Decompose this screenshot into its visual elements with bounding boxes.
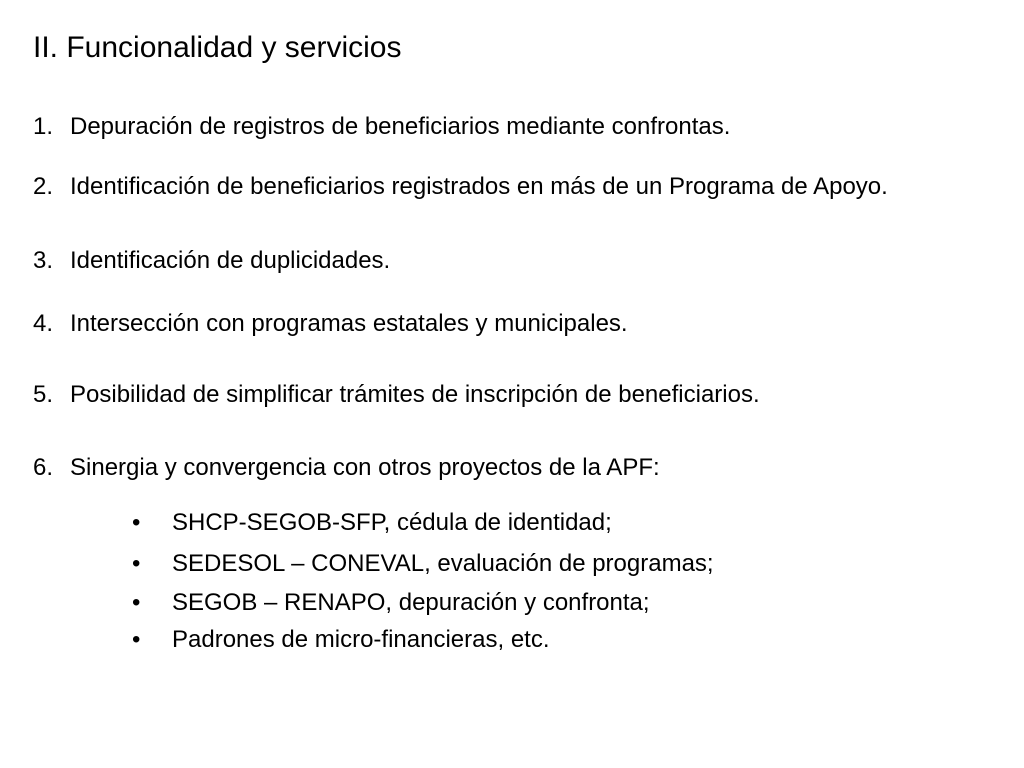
list-item xyxy=(33,171,929,203)
bullet-item xyxy=(132,587,650,619)
list-item-text: Posibilidad de simplificar trámites de inscripción de beneficiarios. xyxy=(70,381,760,408)
bullet-item xyxy=(132,548,714,580)
bullet-icon: • xyxy=(132,626,141,653)
list-item-text: Intersección con programas estatales y municipales. xyxy=(70,310,628,337)
list-item xyxy=(33,379,929,411)
list-item-number: 6. xyxy=(33,454,54,481)
bullet-text: SEDESOL – CONEVAL, evaluación de programas; xyxy=(172,550,714,577)
list-item xyxy=(33,452,929,484)
bullet-icon: • xyxy=(132,589,141,616)
bullet-item xyxy=(132,624,550,656)
list-item-number: 5. xyxy=(33,381,54,408)
list-item xyxy=(33,245,929,277)
bullet-text: SEGOB – RENAPO, depuración y confronta; xyxy=(172,589,650,616)
bullet-text: Padrones de micro-financieras, etc. xyxy=(172,626,550,653)
list-item xyxy=(33,111,929,143)
list-item xyxy=(33,308,929,340)
bullet-text: SHCP-SEGOB-SFP, cédula de identidad; xyxy=(172,509,612,536)
bullet-icon: • xyxy=(132,509,141,536)
list-item-text: Depuración de registros de beneficiarios mediante confrontas. xyxy=(70,113,731,140)
list-item-number: 3. xyxy=(33,247,54,274)
list-item-number: 4. xyxy=(33,310,54,337)
list-item-text: Identificación de beneficiarios registrados en más de un Programa de Apoyo. xyxy=(70,173,888,200)
list-item-text: Identificación de duplicidades. xyxy=(70,247,391,274)
list-item-text: Sinergia y convergencia con otros proyectos de la APF: xyxy=(70,454,660,481)
slide-title: II. Funcionalidad y servicios xyxy=(33,31,402,64)
bullet-item xyxy=(132,507,612,539)
bullet-icon: • xyxy=(132,550,141,577)
list-item-number: 1. xyxy=(33,113,54,140)
list-item-number: 2. xyxy=(33,173,54,200)
